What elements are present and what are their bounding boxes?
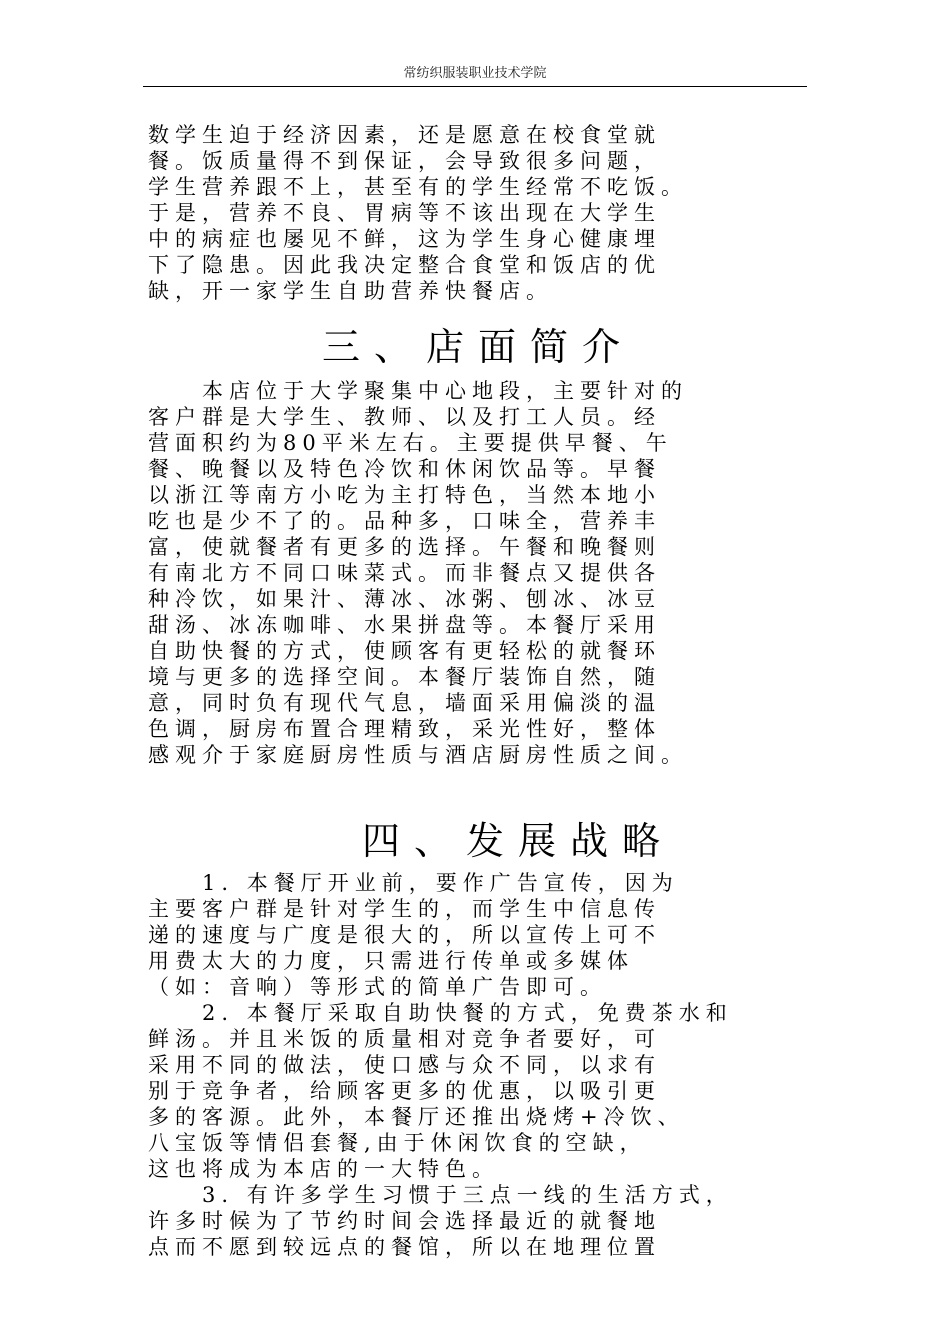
text-line: 2. 本餐厅采取自助快餐的方式，免费茶水和 [202, 1001, 733, 1025]
text-line: 客户群是大学生、教师、以及打工人员。经 [148, 405, 661, 429]
text-line: 多的客源。此外，本餐厅还推出烧烤+冷饮、 [148, 1105, 685, 1129]
text-line: 营面积约为80平米左右。主要提供早餐、午 [148, 431, 673, 455]
text-line: 缺，开一家学生自助营养快餐店。 [148, 279, 553, 303]
text-line: 八宝饭等情侣套餐,由于休闲饮食的空缺， [148, 1131, 647, 1155]
intro-paragraph [148, 122, 808, 304]
text-line: 鲜汤。并且米饭的质量相对竞争者要好，可 [148, 1027, 661, 1051]
text-line: 意，同时负有现代气息，墙面采用偏淡的温 [148, 691, 661, 715]
text-line: 点而不愿到较远点的餐馆，所以在地理位置 [148, 1235, 661, 1259]
text-line: 以浙江等南方小吃为主打特色，当然本地小 [148, 483, 661, 507]
text-line: 递的速度与广度是很大的，所以宣传上可不 [148, 923, 661, 947]
text-line: 种冷饮，如果汁、薄冰、冰粥、刨冰、冰豆 [148, 587, 661, 611]
document-body [148, 122, 808, 1260]
text-line: 餐、晚餐以及特色冷饮和休闲饮品等。早餐 [148, 457, 661, 481]
text-line: 别于竞争者，给顾客更多的优惠，以吸引更 [148, 1079, 661, 1103]
text-line: 自助快餐的方式，使顾客有更轻松的就餐环 [148, 639, 661, 663]
text-line: 餐。饭质量得不到保证，会导致很多问题， [148, 149, 661, 173]
text-line: 色调，厨房布置合理精致，采光性好，整体 [148, 717, 661, 741]
text-line: 富，使就餐者有更多的选择。午餐和晚餐则 [148, 535, 661, 559]
text-line: 采用不同的做法，使口感与众不同，以求有 [148, 1053, 661, 1077]
text-line: （如：音响）等形式的简单广告即可。 [148, 975, 607, 999]
text-line: 于是，营养不良、胃病等不该出现在大学生 [148, 201, 661, 225]
text-line: 境与更多的选择空间。本餐厅装饰自然，随 [148, 665, 661, 689]
text-line: 本店位于大学聚集中心地段，主要针对的 [202, 379, 688, 403]
store-intro-paragraph [148, 378, 808, 768]
page-header: 常纺织服装职业技术学院 [143, 62, 807, 87]
text-line: 吃也是少不了的。品种多，口味全，营养丰 [148, 509, 661, 533]
text-line: 甜汤、冰冻咖啡、水果拼盘等。本餐厅采用 [148, 613, 661, 637]
text-line: 学生营养跟不上，甚至有的学生经常不吃饭。 [148, 175, 688, 199]
strategy-paragraph [148, 870, 808, 1260]
section-heading-strategy: 四、发展战略 [361, 819, 674, 863]
text-line: 感观介于家庭厨房性质与酒店厨房性质之间。 [148, 743, 688, 767]
text-line: 下了隐患。因此我决定整合食堂和饭店的优 [148, 253, 661, 277]
text-line: 3. 有许多学生习惯于三点一线的生活方式， [202, 1183, 733, 1207]
section-heading-store-intro: 三、店面简介 [321, 325, 634, 369]
text-line: 用费太大的力度，只需进行传单或多媒体 [148, 949, 634, 973]
text-line: 许多时候为了节约时间会选择最近的就餐地 [148, 1209, 661, 1233]
text-line: 中的病症也屡见不鲜，这为学生身心健康埋 [148, 227, 661, 251]
text-line: 主要客户群是针对学生的，而学生中信息传 [148, 897, 661, 921]
text-line: 有南北方不同口味菜式。而非餐点又提供各 [148, 561, 661, 585]
text-line: 1. 本餐厅开业前，要作广告宣传，因为 [202, 871, 679, 895]
text-line: 数学生迫于经济因素，还是愿意在校食堂就 [148, 123, 661, 147]
text-line: 这也将成为本店的一大特色。 [148, 1157, 499, 1181]
